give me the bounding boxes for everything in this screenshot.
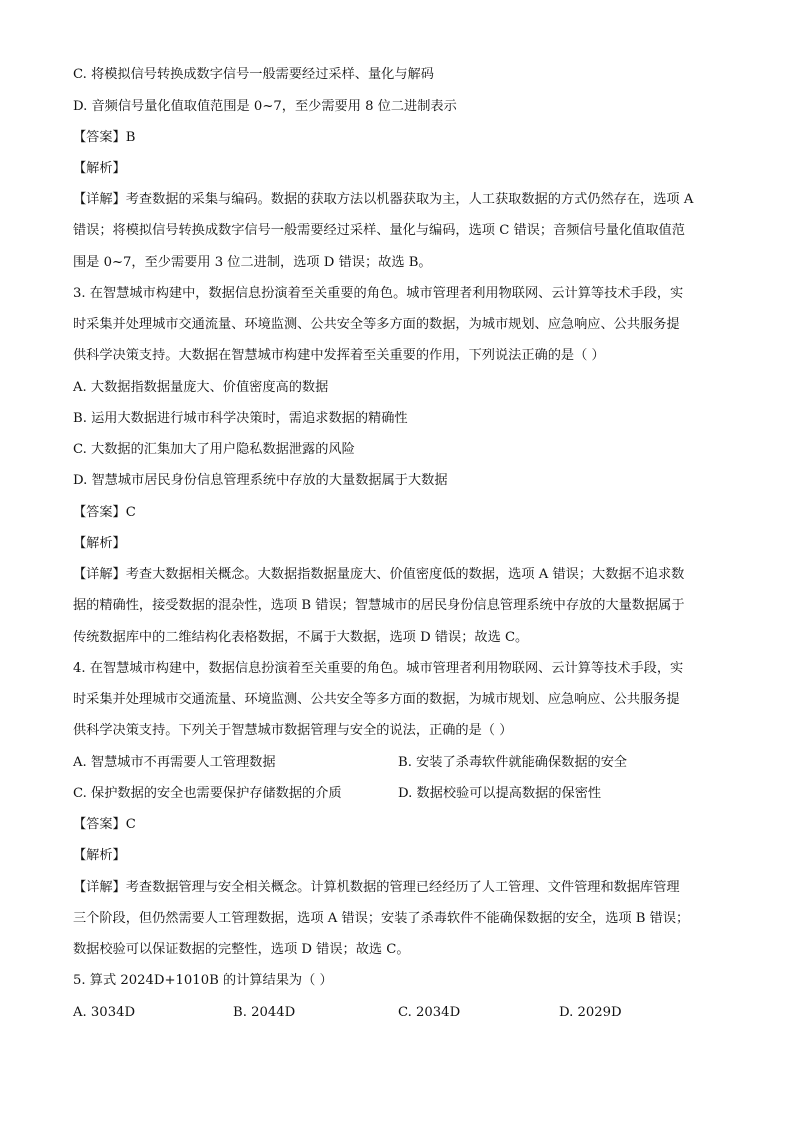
q5-option-c: C. 2034D: [398, 1005, 461, 1020]
q4-stem-line: 时采集并处理城市交通流量、环境监测、公共安全等多方面的数据，为城市规划、应急响应、公共服务提: [73, 692, 680, 707]
q4-detail-line: 三个阶段，但仍然需要人工管理数据，选项 A 错误；安装了杀毒软件不能确保数据的安全，选项 B 错误；: [73, 911, 690, 926]
q4-options-row: [73, 785, 723, 803]
q2-option-c: C. 将模拟信号转换成数字信号一般需要经过采样、量化与解码: [73, 67, 434, 82]
q5-option-d: D. 2029D: [559, 1005, 622, 1020]
q4-option-c: C. 保护数据的安全也需要保护存储数据的介质: [73, 786, 342, 801]
q4-options-row: [73, 754, 723, 772]
q2-detail-line: 围是 0~7，至少需要用 3 位二进制，选项 D 错误；故选 B。: [73, 255, 432, 270]
q3-analysis-heading: 【解析】: [73, 536, 126, 551]
q3-option-d: D. 智慧城市居民身份信息管理系统中存放的大量数据属于大数据: [73, 473, 448, 488]
q3-option-b: B. 运用大数据进行城市科学决策时，需追求数据的精确性: [73, 411, 408, 426]
q5-option-a: A. 3034D: [73, 1005, 136, 1020]
q3-detail-line: 传统数据库中的二维结构化表格数据，不属于大数据，选项 D 错误；故选 C。: [73, 630, 529, 645]
q5-option-b: B. 2044D: [233, 1005, 296, 1020]
q4-option-b: B. 安装了杀毒软件就能确保数据的安全: [398, 755, 628, 770]
q2-option-d: D. 音频信号量化值取值范围是 0~7，至少需要用 8 位二进制表示: [73, 99, 457, 114]
q4-option-a: A. 智慧城市不再需要人工管理数据: [73, 755, 276, 770]
q2-detail-line: 【详解】考查数据的采集与编码。数据的获取方法以机器获取为主，人工获取数据的方式仍然存在，选项 A: [73, 192, 694, 207]
q3-stem-line: 3. 在智慧城市构建中，数据信息扮演着至关重要的角色。城市管理者利用物联网、云计算等技术手段，实: [73, 286, 684, 301]
q3-answer: 【答案】C: [73, 505, 136, 520]
q5-options-row: [73, 1004, 723, 1022]
q2-detail-line: 错误；将模拟信号转换成数字信号一般需要经过采样、量化与编码，选项 C 错误；音频信号量化值取值范: [73, 223, 685, 238]
q3-detail-line: 【详解】考查大数据相关概念。大数据指数据量庞大、价值密度低的数据，选项 A 错误；大数据不追求数: [73, 567, 685, 582]
q2-answer: 【答案】B: [73, 130, 136, 145]
q3-option-c: C. 大数据的汇集加大了用户隐私数据泄露的风险: [73, 442, 355, 457]
q3-stem-line: 供科学决策支持。大数据在智慧城市构建中发挥着至关重要的作用，下列说法正确的是（ ）: [73, 348, 605, 363]
q4-analysis-heading: 【解析】: [73, 848, 126, 863]
q5-stem: 5. 算式 2024D+1010B 的计算结果为（ ）: [73, 973, 333, 988]
q4-detail-line: 数据校验可以保证数据的完整性，选项 D 错误；故选 C。: [73, 942, 410, 957]
q4-stem-line: 供科学决策支持。下列关于智慧城市数据管理与安全的说法，正确的是（ ）: [73, 723, 513, 738]
q4-option-d: D. 数据校验可以提高数据的保密性: [398, 786, 602, 801]
q4-detail-line: 【详解】考查数据管理与安全相关概念。计算机数据的管理已经经历了人工管理、文件管理和数据库管理: [73, 880, 680, 895]
q4-stem-line: 4. 在智慧城市构建中，数据信息扮演着至关重要的角色。城市管理者利用物联网、云计算等技术手段，实: [73, 661, 684, 676]
q2-analysis-heading: 【解析】: [73, 161, 126, 176]
q4-answer: 【答案】C: [73, 817, 136, 832]
q3-detail-line: 据的精确性，接受数据的混杂性，选项 B 错误；智慧城市的居民身份信息管理系统中存放的大量数据属于: [73, 598, 685, 613]
q3-stem-line: 时采集并处理城市交通流量、环境监测、公共安全等多方面的数据，为城市规划、应急响应、公共服务提: [73, 317, 680, 332]
q3-option-a: A. 大数据指数据量庞大、价值密度高的数据: [73, 380, 329, 395]
